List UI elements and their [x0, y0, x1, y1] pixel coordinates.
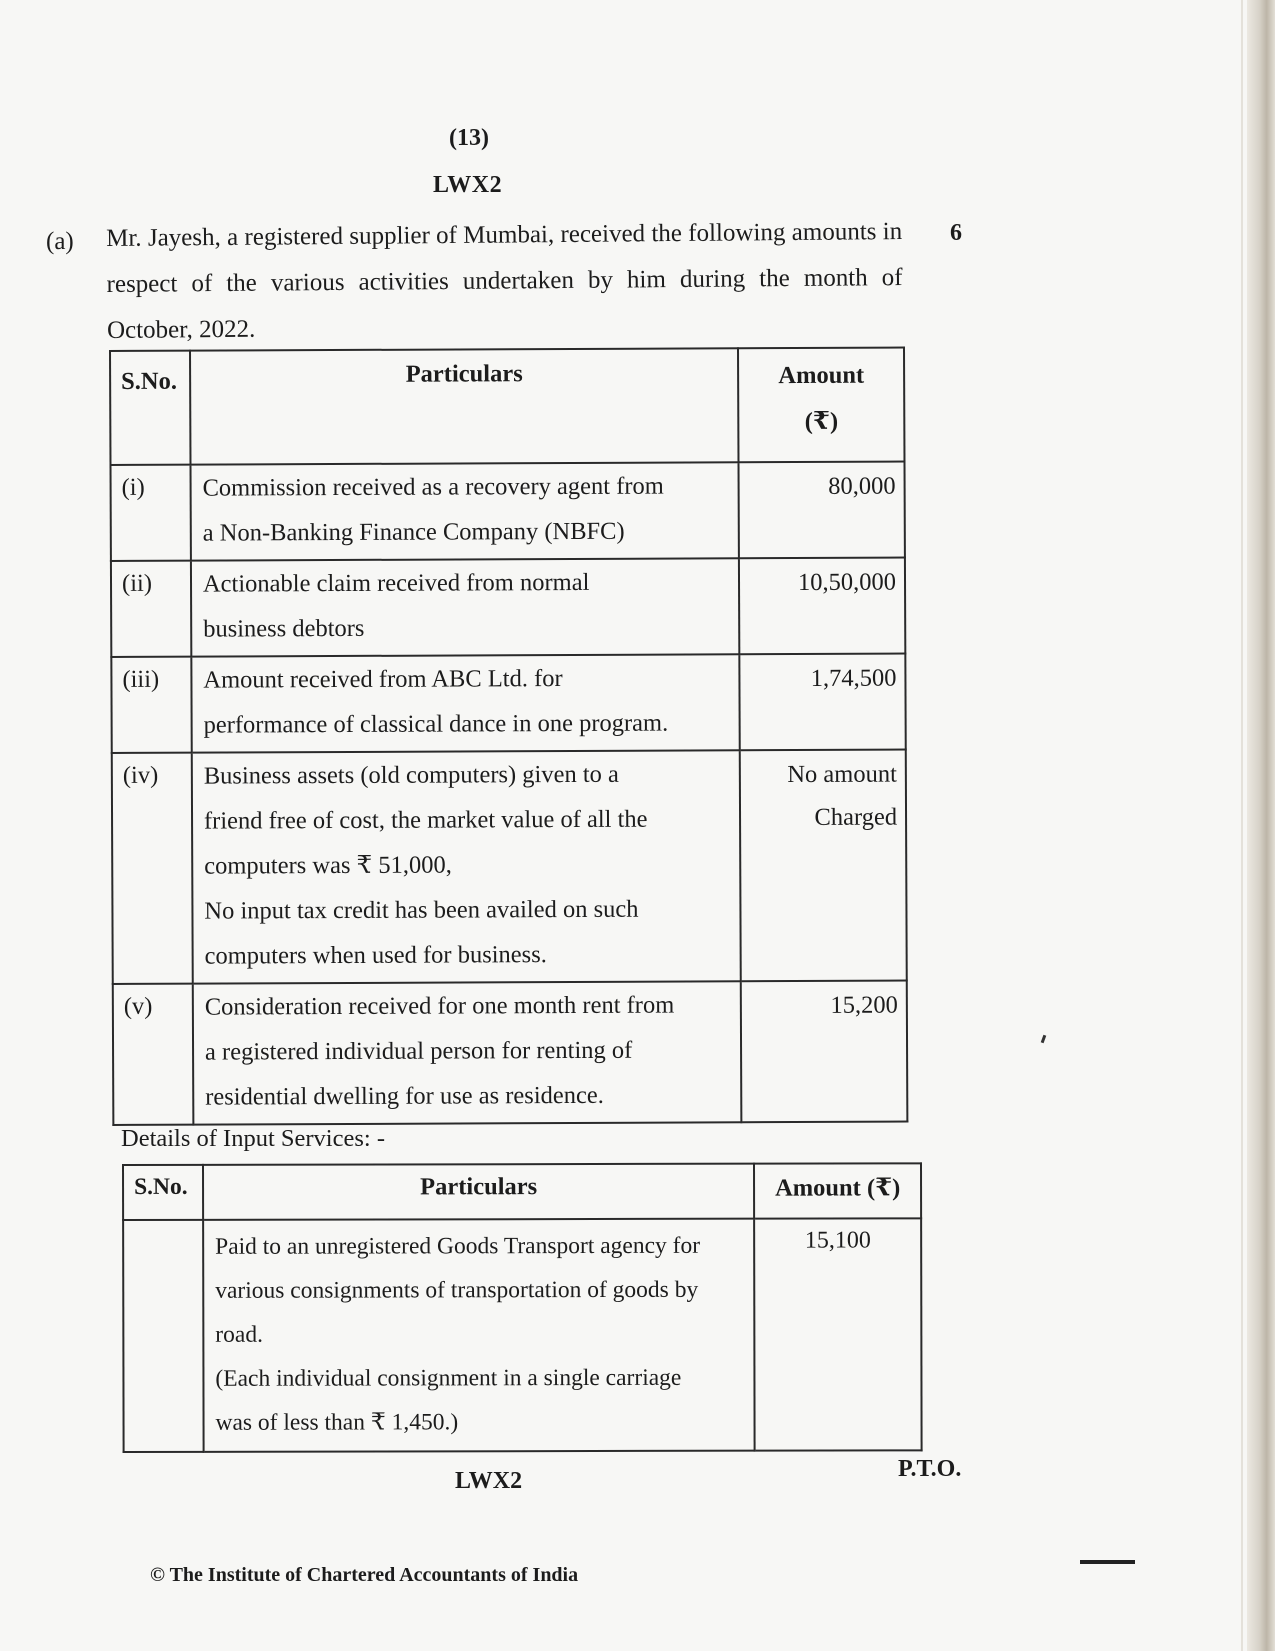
paper-code-bottom: LWX2: [455, 1468, 523, 1494]
table-row: [112, 750, 907, 984]
question-intro: Mr. Jayesh, a registered supplier of Mumbai, received the following amounts in respect of the various activities undertaken by him during the month of October, 2022.: [106, 218, 903, 344]
table-row: [111, 558, 905, 657]
row-particulars: [190, 462, 739, 560]
row-particulars: [193, 981, 742, 1124]
header-particulars: Particulars: [203, 1164, 754, 1220]
header-amount-unit: (₹): [804, 407, 839, 435]
page-edge-shadow: [1247, 0, 1275, 1651]
particulars-line: was of less than ₹ 1,450.): [215, 1409, 459, 1436]
row-sno: (ii): [111, 561, 191, 657]
row-sno: [123, 1220, 203, 1452]
particulars-line: Paid to an unregistered Goods Transport agency for: [215, 1232, 701, 1260]
header-sno: S.No.: [123, 1165, 203, 1220]
input-services-table: [122, 1162, 923, 1453]
particulars-line: various consignments of transportation of goods by: [215, 1276, 699, 1304]
question-marks: 6: [950, 220, 962, 246]
particulars-line: Consideration received for one month rent from: [204, 991, 675, 1021]
copyright-notice: © The Institute of Chartered Accountants of India: [150, 1564, 579, 1586]
header-amount: Amount (₹): [754, 1163, 921, 1218]
particulars-line: performance of classical dance in one program.: [203, 709, 669, 739]
table-header-row: [110, 348, 904, 465]
row-sno: (v): [113, 984, 194, 1125]
row-sno: (i): [111, 465, 191, 561]
particulars-line: Business assets (old computers) given to a: [203, 760, 619, 790]
particulars-line: computers was ₹ 51,000,: [204, 851, 452, 880]
particulars-line: Commission received as a recovery agent from: [202, 472, 664, 502]
table-row: [111, 462, 905, 561]
row-particulars: [191, 654, 740, 752]
activities-table: [109, 347, 908, 1126]
page-edge-line: [1241, 0, 1243, 1651]
particulars-line: a registered individual person for renting of: [204, 1036, 633, 1066]
table-row: [111, 654, 905, 753]
table-row: [123, 1218, 921, 1452]
particulars-line: computers when used for business.: [204, 941, 547, 970]
row-amount: [740, 654, 906, 751]
margin-dash-mark: [1080, 1560, 1135, 1564]
paper-code-top: LWX2: [433, 172, 503, 198]
particulars-line: business debtors: [203, 614, 365, 643]
row-amount: 15,100: [754, 1218, 921, 1450]
amount-line: Charged: [814, 803, 898, 831]
particulars-line: (Each individual consignment in a single carriage: [215, 1364, 682, 1392]
input-services-heading: Details of Input Services: -: [121, 1125, 385, 1152]
row-sno: (iii): [111, 657, 191, 753]
amount-line: 10,50,000: [797, 568, 897, 596]
page-number: (13): [449, 125, 489, 151]
particulars-line: a Non-Banking Finance Company (NBFC): [202, 517, 625, 547]
row-amount: [740, 750, 907, 982]
header-amount-label: Amount: [778, 361, 865, 390]
row-amount: [739, 462, 905, 559]
particulars-line: friend free of cost, the market value of all the: [203, 805, 648, 835]
question-label: (a): [46, 228, 74, 255]
particulars-line: residential dwelling for use as residence.: [205, 1081, 604, 1111]
row-amount: [741, 981, 907, 1123]
row-particulars: [203, 1219, 755, 1452]
particulars-line: Amount received from ABC Ltd. for: [203, 665, 563, 694]
amount-line: 15,200: [830, 991, 898, 1019]
row-particulars: [191, 558, 740, 656]
row-particulars: [192, 750, 741, 983]
row-amount: [739, 558, 905, 655]
table-row: [113, 981, 908, 1125]
amount-line: No amount: [787, 760, 897, 789]
table-header-row: [123, 1163, 921, 1220]
header-amount: [738, 348, 904, 463]
row-sno: (iv): [112, 753, 193, 984]
amount-line: 1,74,500: [810, 664, 897, 692]
amount-line: 80,000: [828, 472, 896, 500]
header-sno: S.No.: [110, 351, 190, 465]
particulars-line: road.: [215, 1321, 263, 1348]
particulars-line: No input tax credit has been availed on such: [204, 895, 639, 925]
header-particulars: Particulars: [190, 348, 739, 464]
pto-marker: P.T.O.: [898, 1456, 962, 1482]
scan-speck: [1041, 1035, 1047, 1044]
particulars-line: Actionable claim received from normal: [202, 568, 590, 598]
